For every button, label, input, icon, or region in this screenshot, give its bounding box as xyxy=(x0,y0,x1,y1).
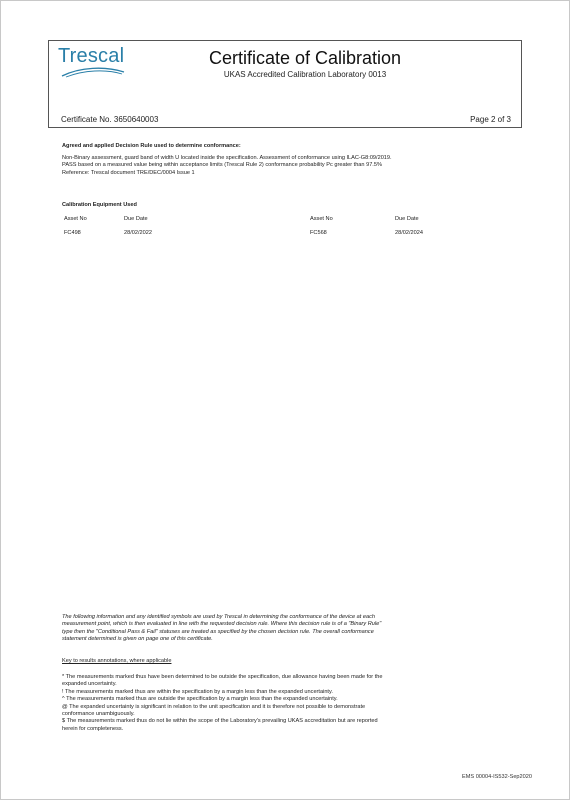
decision-rule-section xyxy=(62,143,502,177)
certificate-subtitle: UKAS Accredited Calibration Laboratory 0013 xyxy=(223,70,387,79)
key-item: expanded uncertainty. xyxy=(62,681,117,688)
logo-wordmark: Trescal xyxy=(58,45,125,67)
certificate-title: Certificate of Calibration xyxy=(208,48,402,68)
equipment-section xyxy=(62,202,502,244)
key-item: * The measurements marked thus have been determined to be outside the specification, due allowance having been made for the xyxy=(62,674,383,680)
asset-no: FC498 xyxy=(64,230,81,236)
column-header: Due Date xyxy=(124,216,148,222)
key-item: herein for completeness. xyxy=(62,725,124,732)
form-reference: EMS 00004-IS532-Sep2020 xyxy=(462,774,532,780)
column-header: Asset No xyxy=(310,216,333,222)
certificate-header xyxy=(48,40,522,128)
due-date: 28/02/2024 xyxy=(395,230,423,236)
key-title: Key to results annotations, where applicable xyxy=(62,658,172,664)
decision-rule-line: PASS based on a measured value being within acceptance limits (Trescal Rule 2) conformance probability Pc greater than 97.5% xyxy=(62,162,382,169)
key-item: conformance unambiguously. xyxy=(62,711,135,718)
certificate-number: Certificate No. 3650640003 xyxy=(61,115,159,124)
decision-rule-heading: Agreed and applied Decision Rule used to determine conformance: xyxy=(62,143,241,149)
page-number: Page 2 of 3 xyxy=(470,115,511,124)
table-row xyxy=(62,230,502,244)
equipment-header-row xyxy=(62,216,502,230)
key-item: @ The expanded uncertainty is significant in relation to the unit specification and it is therefore not possible to demonstrate xyxy=(62,703,366,710)
conformance-line: measurement point, which is then evaluated in line with the requested decision rule. Where this decision rule is of a "Binary Rule" xyxy=(62,621,382,628)
equipment-heading: Calibration Equipment Used xyxy=(62,202,137,208)
annotations-key xyxy=(62,658,502,733)
decision-rule-line: Reference: Trescal document TRE/DEC/0004 Issue 1 xyxy=(62,169,195,176)
conformance-note xyxy=(62,614,502,644)
due-date: 28/02/2022 xyxy=(124,230,152,236)
key-item: $ The measurements marked thus do not lie within the scope of the Laboratory's prevailing UKAS accreditation but are reported xyxy=(62,718,378,725)
asset-no: FC568 xyxy=(310,230,327,236)
conformance-line: type then the "Conditional Pass & Fail" statuses are treated as specified by the chosen decision rule. The overall conformance xyxy=(62,628,374,635)
key-item: ^ The measurements marked thus are outside the specification by a margin less than the expanded uncertainty. xyxy=(62,696,338,703)
column-header: Due Date xyxy=(395,216,419,222)
decision-rule-line: Non-Binary assessment, guard band of width U located inside the specification. Assessment of conformance using ILAC-G8:09/2019. xyxy=(62,155,392,161)
column-header: Asset No xyxy=(64,216,87,222)
conformance-line: The following information and any identified symbols are used by Trescal in determining the conformance of the device at each xyxy=(62,614,376,620)
key-item: ! The measurements marked thus are within the specification by a margin less than the expanded uncertainty. xyxy=(62,688,333,695)
conformance-line: statement determined is given on page one of this certificate. xyxy=(62,636,213,643)
